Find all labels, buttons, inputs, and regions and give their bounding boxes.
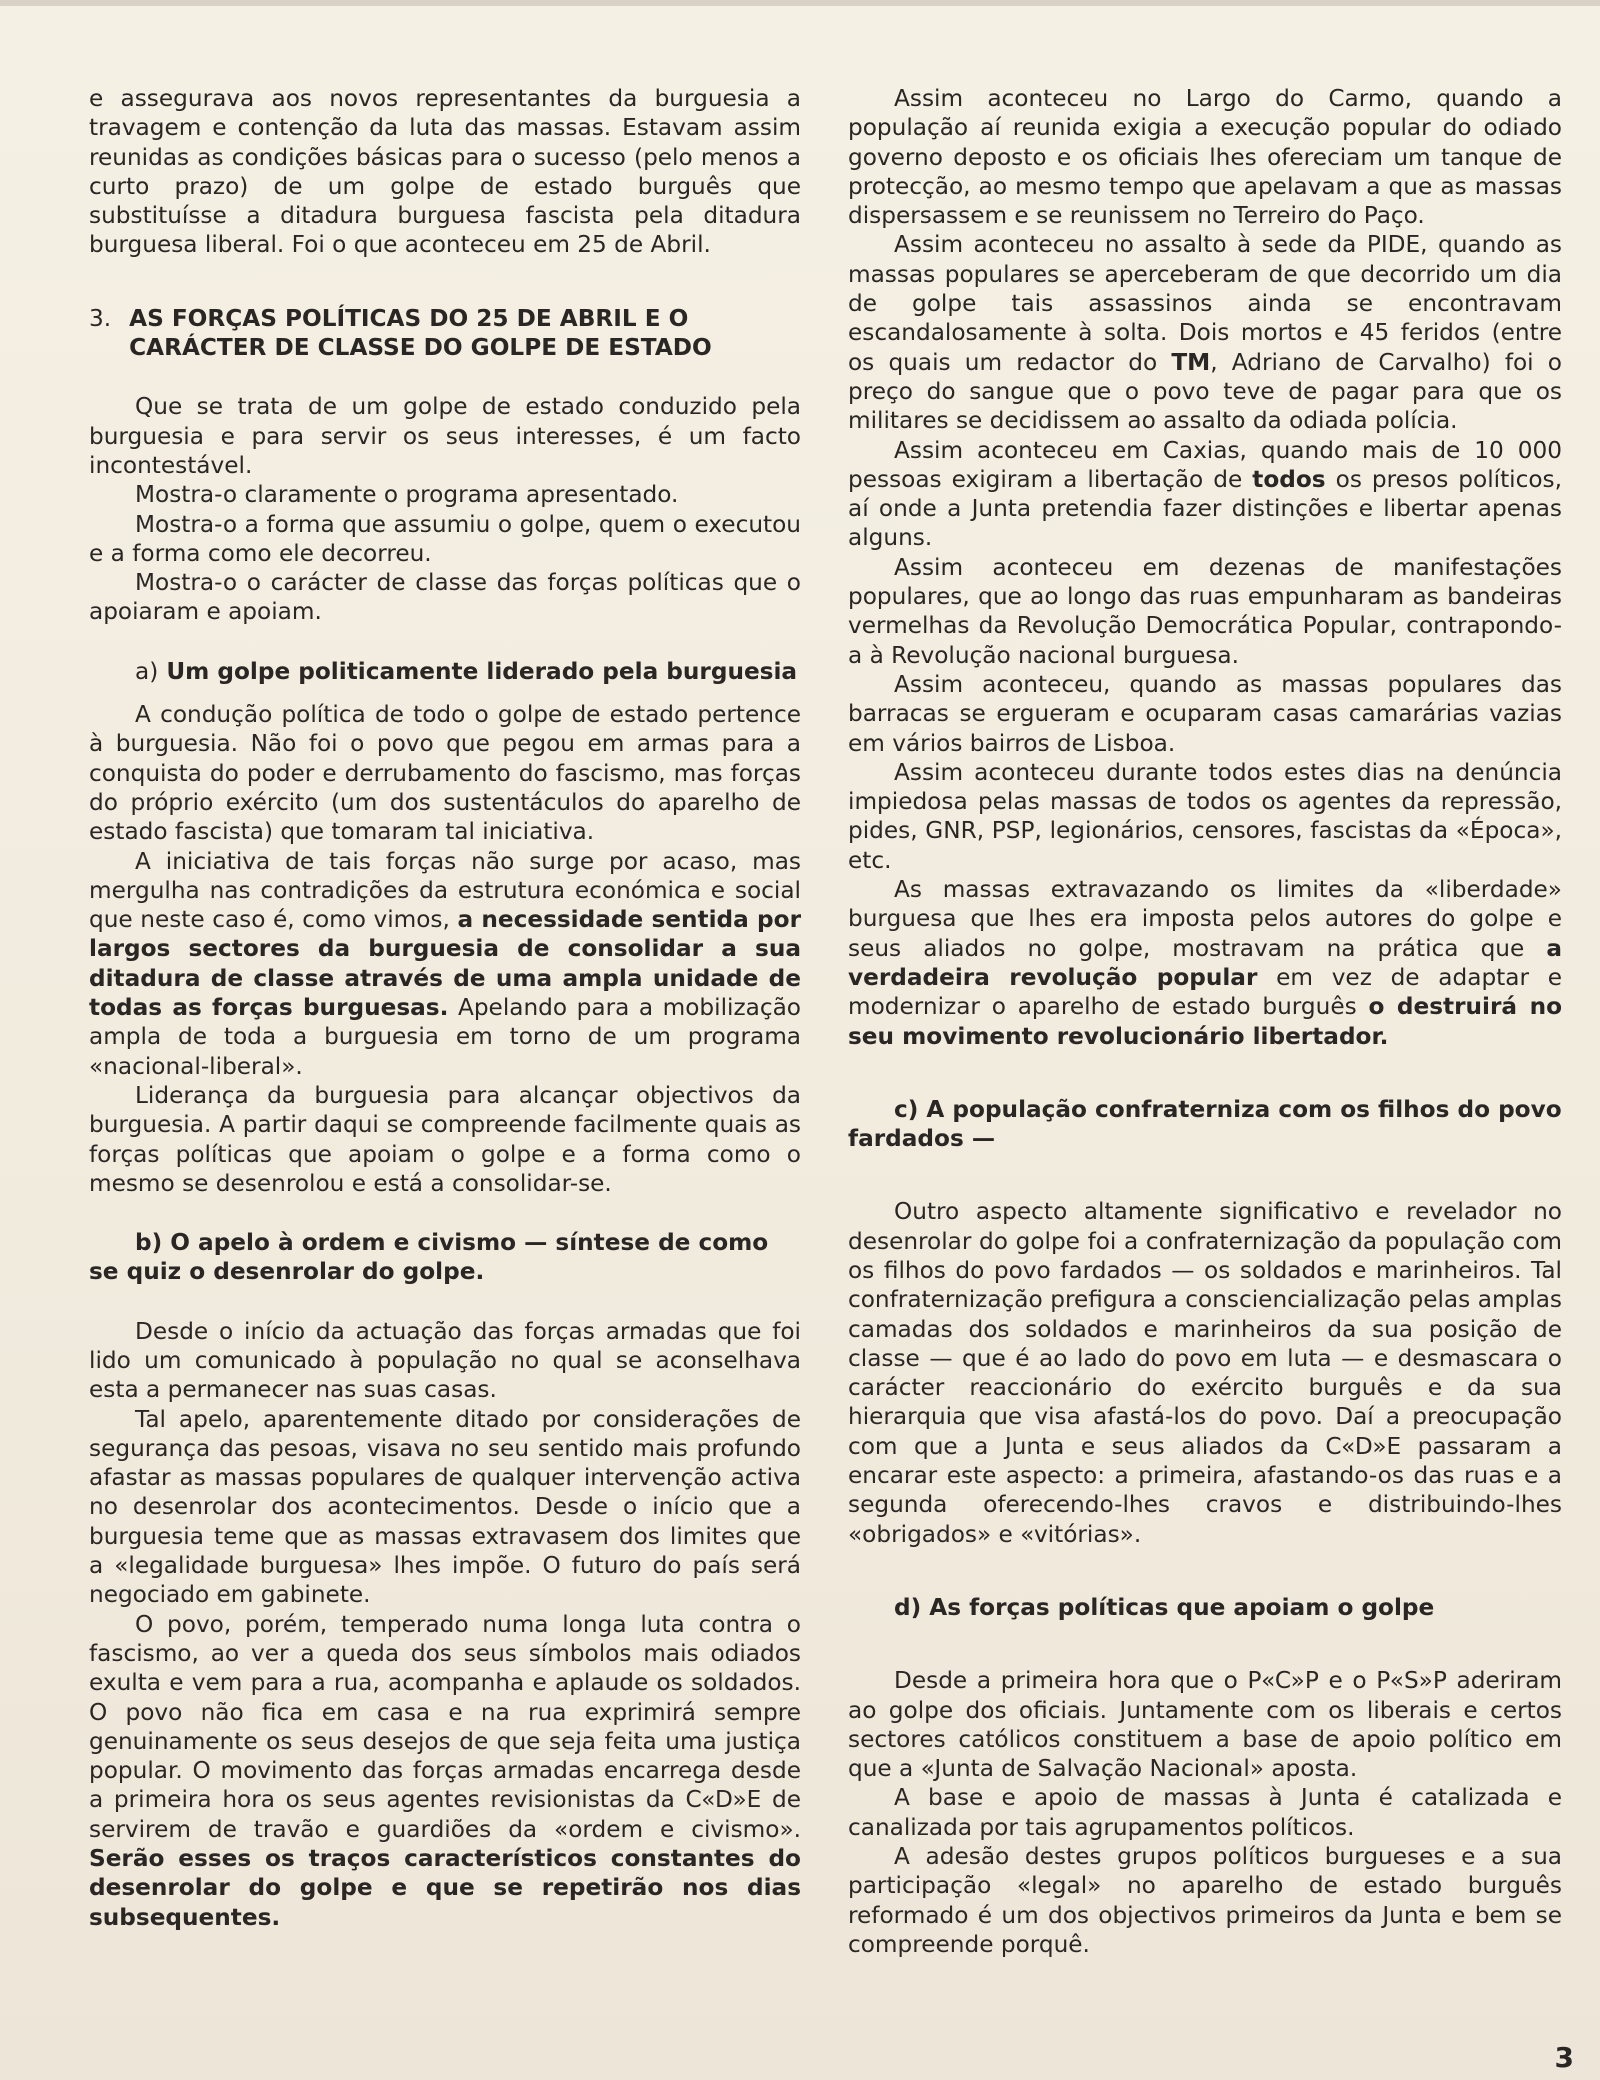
paragraph: Mostra-o claramente o programa apresentado. [135,481,679,509]
paragraph: Assim aconteceu em Caxias, quando mais de 10 000 pessoas exigiram a libertação de todos os presos políticos, aí onde a Junta pretendia fazer distinções e libertar apenas alguns. [848,436,1563,552]
paragraph: A iniciativa de tais forças não surge por acaso, mas mergulha nas contradições da estrutura económica e social que neste caso é, como vimos, a necessidade sentida por largos sectores da burguesia de consolidar a sua ditadura de classe através de uma ampla unidade de todas as forças burguesas. Apelando para a mobilização ampla de toda a burguesia em torno de um programa «nacional-liberal». [89,847,802,1080]
subsection-title: Um golpe politicamente liderado pela burguesia [166,657,798,685]
emphasis: Serão esses os traços característicos constantes do desenrolar do golpe e que se repetirão nos dias subsequentes. [89,1845,801,1931]
paragraph: A condução política de todo o golpe de estado pertence à burguesia. Não foi o povo que pegou em armas para a conquista do poder e derrubamento do fascismo, mas forças do próprio exército (um dos sustentáculos do aparelho de estado fascista) que tomaram tal iniciativa. [89,701,801,846]
paragraph: A adesão destes grupos políticos burgueses e a sua participação «legal» no aparelho de estado burguês reformado é um dos objectivos primeiros da Junta e bem se compreende porquê. [848,1843,1562,1958]
emphasis: todos [1252,465,1326,493]
left-column [89,84,801,1932]
section-number: 3. [89,304,112,332]
subsection-heading-c: c) A população confraterniza com os filhos do povo fardados — [848,1095,1562,1153]
emphasis: TM [1171,348,1211,376]
paragraph: Assim aconteceu no assalto à sede da PIDE, quando as massas populares se aperceberam de que decorrido um dia de golpe tais assassinos ainda se encontravam escandalosamente à solta. Dois mortos e 45 feridos (entre os quais um redactor do TM, Adriano de Carvalho) foi o preço do sangue que o povo teve de pagar para que os militares se decidissem ao assalto da odiada polícia. [848,231,1562,435]
subsection-tag: a) [135,657,159,685]
section-heading [89,304,801,363]
emphasis: o destruirá no seu movimento revolucionário libertador. [848,993,1563,1050]
paragraph: A base e apoio de massas à Junta é catalizada e canalizada por tais agrupamentos políticos. [848,1784,1562,1841]
right-column [848,84,1562,1959]
paragraph: e assegurava aos novos representantes da burguesia a travagem e contenção da luta das massas. Estavam assim reunidas as condições básicas para o sucesso (pelo menos a curto prazo) de um golpe de estado burguês que substituísse a ditadura burguesa fascista pela ditadura burguesa liberal. Foi o que aconteceu em 25 de Abril. [89,85,801,259]
emphasis: a necessidade sentida por largos sectores da burguesia de consolidar a sua ditadura de classe através de uma ampla unidade de todas as forças burguesas. [89,906,802,1022]
paragraph: As massas extravazando os limites da «liberdade» burguesa que lhes era imposta pelos autores do golpe e seus aliados no golpe, mostravam na prática que a verdadeira revolução popular em vez de adaptar e modernizar o aparelho de estado burguês o destruirá no seu movimento revolucionário libertador. [848,876,1563,1050]
paragraph: Desde a primeira hora que o P«C»P e o P«S»P aderiram ao golpe dos oficiais. Juntamente com os liberais e certos sectores católicos constituem a base de apoio político em que a «Junta de Salvação Nacional» aposta. [848,1667,1562,1783]
paragraph: Que se trata de um golpe de estado conduzido pela burguesia e para servir os seus interesses, é um facto incontestável. [89,393,801,479]
paragraph: Desde o início da actuação das forças armadas que foi lido um comunicado à população no qual se aconselhava esta a permanecer nas suas casas. [89,1317,801,1404]
subsection-heading-b: b) O apelo à ordem e civismo — síntese de como se quiz o desenrolar do golpe. [89,1229,769,1286]
paragraph: Assim aconteceu, quando as massas populares das barracas se ergueram e ocuparam casas camarárias vazias em vários bairros de Lisboa. [848,670,1562,757]
paragraph: Outro aspecto altamente significativo e revelador no desenrolar do golpe foi a confraternização da população com os filhos do povo fardados — os soldados e marinheiros. Tal confraternização prefigura a consciencialização pelas amplas camadas dos soldados e marinheiros da sua posição de classe — que é ao lado do povo em luta — e desmascara o carácter reaccionário do exército burguês e da sua hierarquia que visa afastá-los do povo. Daí a preocupação com que a Junta e seus aliados da C«D»E passaram a encarar este aspecto: a primeira, afastando-os das ruas e a segunda oferecendo-lhes cravos e distribuindo-lhes «obrigados» e «vitórias». [848,1198,1562,1548]
subsection-heading-d: d) As forças políticas que apoiam o golpe [894,1593,1435,1621]
subsection-heading-a [89,657,801,686]
page-number: 3 [1554,2041,1574,2074]
paragraph: Mostra-o a forma que assumiu o golpe, quem o executou e a forma como ele decorreu. [89,510,801,567]
paragraph: Assim aconteceu no Largo do Carmo, quando a população aí reunida exigia a execução popular do odiado governo deposto e os oficiais lhes ofereciam um tanque de protecção, ao mesmo tempo que apelavam a que as massas dispersassem e se reunissem no Terreiro do Paço. [848,85,1562,230]
paragraph: O povo, porém, temperado numa longa luta contra o fascismo, ao ver a queda dos seus símbolos mais odiados exulta e vem para a rua, acompanha e aplaude os soldados. O povo não fica em casa e na rua exprimirá sempre genuinamente os seus desejos de que seja feita uma justiça popular. O movimento das forças armadas encarrega desde a primeira hora os seus agentes revisionistas da C«D»E de servirem de travão e guardiões da «ordem e civismo». Serão esses os traços característicos constantes do desenrolar do golpe e que se repetirão nos dias subsequentes. [89,1610,801,1931]
paragraph: Assim aconteceu durante todos estes dias na denúncia impiedosa pelas massas de todos os agentes da repressão, pides, GNR, PSP, legionários, censores, fascistas da «Época», etc. [848,758,1562,874]
emphasis: a verdadeira revolução popular [848,934,1562,991]
paragraph: Assim aconteceu em dezenas de manifestações populares, que ao longo das ruas empunharam as bandeiras vermelhas da Revolução Democrática Popular, contrapondo-a à Revolução nacional burguesa. [848,553,1562,669]
page-top-edge [0,0,1600,6]
section-title: AS FORÇAS POLÍTICAS DO 25 DE ABRIL E O CARÁCTER DE CLASSE DO GOLPE DE ESTADO [129,304,712,362]
paragraph: Liderança da burguesia para alcançar objectivos da burguesia. A partir daqui se compreende facilmente quais as forças políticas que apoiam o golpe e a forma como o mesmo se desenrolou e está a consolidar-se. [89,1081,801,1197]
paragraph: Mostra-o o carácter de classe das forças políticas que o apoiaram e apoiam. [89,569,801,626]
paragraph: Tal apelo, aparentemente ditado por considerações de segurança das pesoas, visava no seu sentido mais profundo afastar as massas populares de qualquer intervenção activa no desenrolar dos acontecimentos. Desde o início que a burguesia teme que as massas extravasem dos limites que a «legalidade burguesa» lhes impõe. O futuro do país será negociado em gabinete. [89,1405,801,1609]
